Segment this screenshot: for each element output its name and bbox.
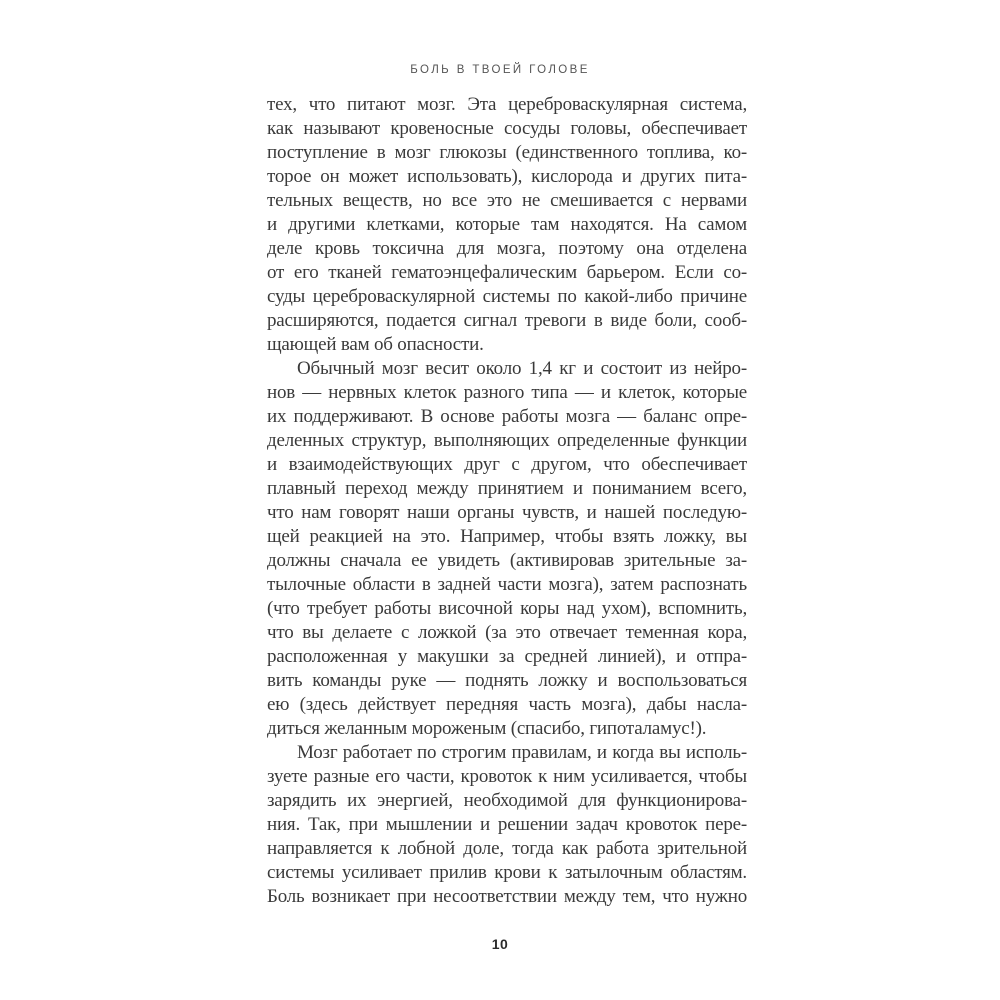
running-header: БОЛЬ В ТВОЕЙ ГОЛОВЕ (410, 64, 590, 76)
text-line: и взаимодействующих друг с другом, что обеспечивает (267, 454, 747, 475)
text-line: Мозг работает по строгим правилам, и когда вы исполь- (297, 742, 747, 763)
body-text (267, 93, 747, 909)
text-line: тельных веществ, но все это не смешивается с нервами (267, 190, 747, 211)
text-line: зарядить их энергией, необходимой для функционирова- (267, 790, 747, 811)
text-line: тех, что питают мозг. Эта цереброваскулярная система, (267, 94, 747, 115)
text-line: расширяются, подается сигнал тревоги в виде боли, сооб- (267, 310, 747, 331)
text-line: зуете разные его части, кровоток к ним усиливается, чтобы (267, 766, 747, 787)
text-line: суды цереброваскулярной системы по какой-либо причине (267, 286, 747, 307)
text-line: ния. Так, при мышлении и решении задач кровоток пере- (267, 814, 747, 835)
text-line: от его тканей гематоэнцефалическим барьером. Если со- (267, 262, 747, 283)
text-line: системы усиливает прилив крови к затылочным областям. (267, 862, 747, 883)
text-line: плавный переход между принятием и пониманием всего, (267, 478, 747, 499)
text-line: деле кровь токсична для мозга, поэтому она отделена (267, 238, 747, 259)
text-line: направляется к лобной доле, тогда как работа зрительной (267, 838, 747, 859)
text-line: (что требует работы височной коры над ухом), вспомнить, (267, 598, 747, 619)
text-line: вить команды руке — поднять ложку и воспользоваться (267, 670, 747, 691)
text-line: их поддерживают. В основе работы мозга — баланс опре- (267, 406, 747, 427)
text-line: ею (здесь действует передняя часть мозга), дабы насла- (267, 694, 747, 715)
text-line: что нам говорят наши органы чувств, и нашей последую- (267, 502, 747, 523)
text-line: нов — нервных клеток разного типа — и клеток, которые (267, 382, 747, 403)
text-line: Боль возникает при несоответствии между тем, что нужно (267, 886, 747, 907)
text-line: тылочные области в задней части мозга), затем распознать (267, 574, 747, 595)
text-line: щающей вам об опасности. (267, 334, 484, 355)
text-line: торое он может использовать), кислорода и других пита- (267, 166, 747, 187)
text-line: как называют кровеносные сосуды головы, обеспечивает (267, 118, 747, 139)
text-line: диться желанным мороженым (спасибо, гипоталамус!). (267, 718, 707, 739)
text-line: должны сначала ее увидеть (активировав зрительные за- (267, 550, 747, 571)
text-line: деленных структур, выполняющих определенные функции (267, 430, 747, 451)
text-line: расположенная у макушки за средней линией), и отпра- (267, 646, 747, 667)
text-line: Обычный мозг весит около 1,4 кг и состоит из нейро- (297, 358, 747, 379)
text-line: щей реакцией на это. Например, чтобы взять ложку, вы (267, 526, 747, 547)
text-line: что вы делаете с ложкой (за это отвечает теменная кора, (267, 622, 747, 643)
text-line: поступление в мозг глюкозы (единственного топлива, ко- (267, 142, 747, 163)
page-number: 10 (491, 936, 509, 952)
text-line: и другими клетками, которые там находятся. На самом (267, 214, 747, 235)
